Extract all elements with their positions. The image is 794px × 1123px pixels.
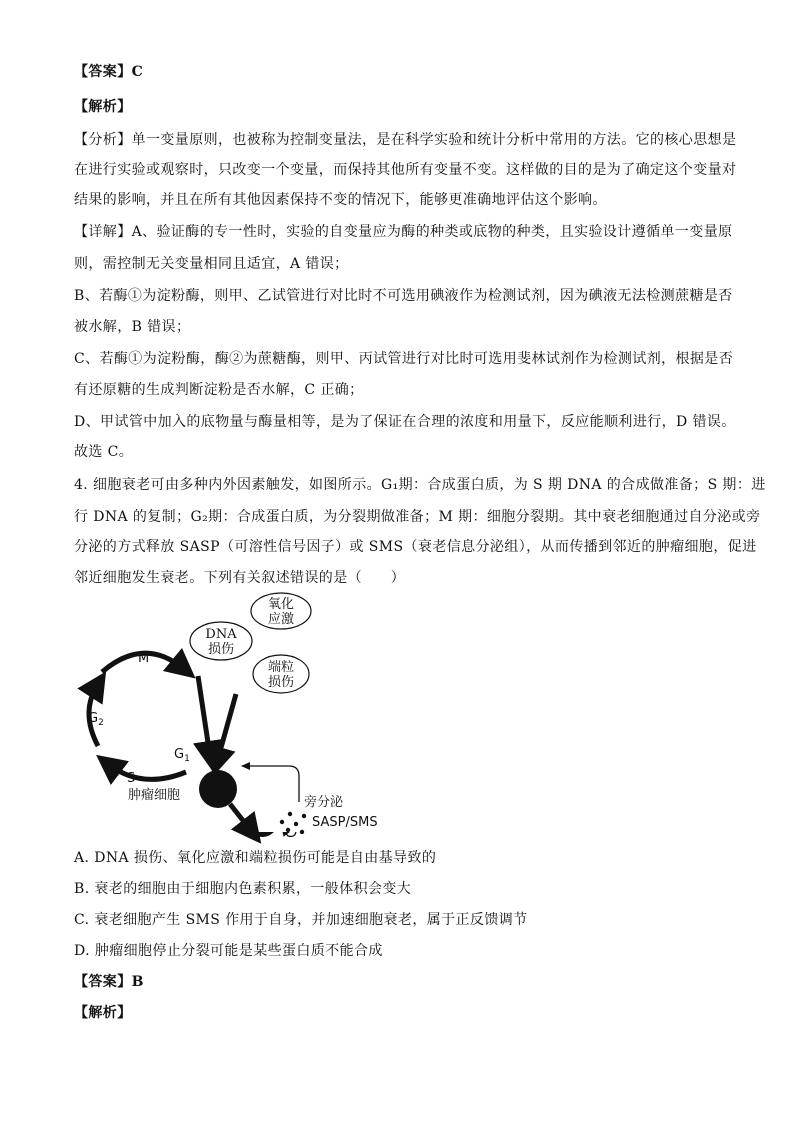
q3-analysis-line: 有还原糖的生成判断淀粉是否水解，C 正确； xyxy=(74,382,364,398)
oxidative-stress-label-1: 氧化 xyxy=(267,597,295,612)
paracrine-label: 旁分泌 xyxy=(304,795,344,810)
paracrine-arrow xyxy=(242,766,299,802)
q3-analysis-line: 则，需控制无关变量相同且适宜，A 错误； xyxy=(74,256,349,272)
q3-analysis-line: 【分析】单一变量原则，也被称为控制变量法，是在科学实验和统计分析中常用的方法。它的核心思想是 xyxy=(74,132,737,148)
q3-analysis-line: D、甲试管中加入的底物量与酶量相等，是为了保证在合理的浓度和用量下，反应能顺利进行，D 错误。 xyxy=(74,414,736,430)
phase-g1-label: $G_1$ xyxy=(174,747,190,764)
dna-damage-label-1: DNA xyxy=(205,627,237,642)
q3-analysis-line: 在进行实验或观察时，只改变一个变量，而保持其他所有变量不变。这样做的目的是为了确定这个变量对 xyxy=(74,162,737,178)
q3-analysis-line: C、若酶①为淀粉酶，酶②为蔗糖酶，则甲、丙试管进行对比时可选用斐林试剂作为检测试剂，根据是否 xyxy=(74,351,734,367)
cell-senescence-svg xyxy=(74,594,414,834)
q4-stem-line: 行 DNA 的复制；G₂期：合成蛋白质，为分裂期做准备；M 期：细胞分裂期。其中衰老细胞通过自分泌或旁 xyxy=(74,509,761,525)
phase-s-label: S xyxy=(127,771,136,786)
q3-analysis-line: 故选 C。 xyxy=(74,444,134,460)
telomere-damage-label-2: 损伤 xyxy=(267,675,295,690)
arrow-tumor-to-senescent xyxy=(230,804,252,832)
q3-analysis-line: B、若酶①为淀粉酶，则甲、乙试管进行对比时不可选用碘液作为检测试剂，因为碘液无法检测蔗糖是否 xyxy=(74,288,733,304)
oxidative-stress-label-2: 应激 xyxy=(267,612,295,627)
q4-answer: 【答案】B xyxy=(74,974,144,990)
q4-stem-line: 邻近细胞发生衰老。下列有关叙述错误的是（ ） xyxy=(74,570,406,586)
cell-senescence-diagram xyxy=(74,594,414,834)
q4-option-d: D. 肿瘤细胞停止分裂可能是某些蛋白质不能合成 xyxy=(74,943,383,959)
q3-analysis-line: 结果的影响，并且在所有其他因素保持不变的情况下，能够更准确地评估这个影响。 xyxy=(74,192,607,208)
q4-stem-line: 4. 细胞衰老可由多种内外因素触发，如图所示。G₁期：合成蛋白质，为 S 期 DNA 的合成做准备；S 期：进 xyxy=(74,477,766,493)
q3-analysis-line: 被水解，B 错误； xyxy=(74,319,191,335)
autocrine-arrow xyxy=(282,832,296,836)
tumor-cell-label: 肿瘤细胞 xyxy=(128,788,181,803)
senescent-cell xyxy=(245,832,279,837)
tumor-cell xyxy=(199,770,237,808)
q4-analysis-heading: 【解析】 xyxy=(74,1005,132,1021)
q4-option-a: A. DNA 损伤、氧化应激和端粒损伤可能是自由基导致的 xyxy=(74,850,437,866)
q3-analysis-line: 【详解】A、验证酶的专一性时，实验的自变量应为酶的种类或底物的种类，且实验设计遵循单一变量原 xyxy=(74,224,733,240)
cycle-arrow-s xyxy=(108,764,186,779)
sasp-sms-label: SASP/SMS xyxy=(312,815,378,830)
arrow-telomere-to-cell xyxy=(217,694,236,762)
q4-option-c: C. 衰老细胞产生 SMS 作用于自身，并加速细胞衰老，属于正反馈调节 xyxy=(74,912,528,928)
phase-g2-label: $G_2$ xyxy=(88,711,104,728)
q3-analysis-heading: 【解析】 xyxy=(74,99,132,115)
phase-m-label: M xyxy=(138,651,150,666)
sasp-sms-dots xyxy=(280,812,306,834)
telomere-damage-label-1: 端粒 xyxy=(267,660,295,675)
arrow-dna-to-cell xyxy=(198,676,210,756)
q4-option-b: B. 衰老的细胞由于细胞内色素积累，一般体积会变大 xyxy=(74,881,412,897)
dna-damage-label-2: 损伤 xyxy=(207,642,235,657)
q4-stem-line: 分泌的方式释放 SASP（可溶性信号因子）或 SMS（衰老信息分泌组），从而传播到邻近的肿瘤细胞，促进 xyxy=(74,539,757,555)
q3-answer: 【答案】C xyxy=(74,64,144,80)
